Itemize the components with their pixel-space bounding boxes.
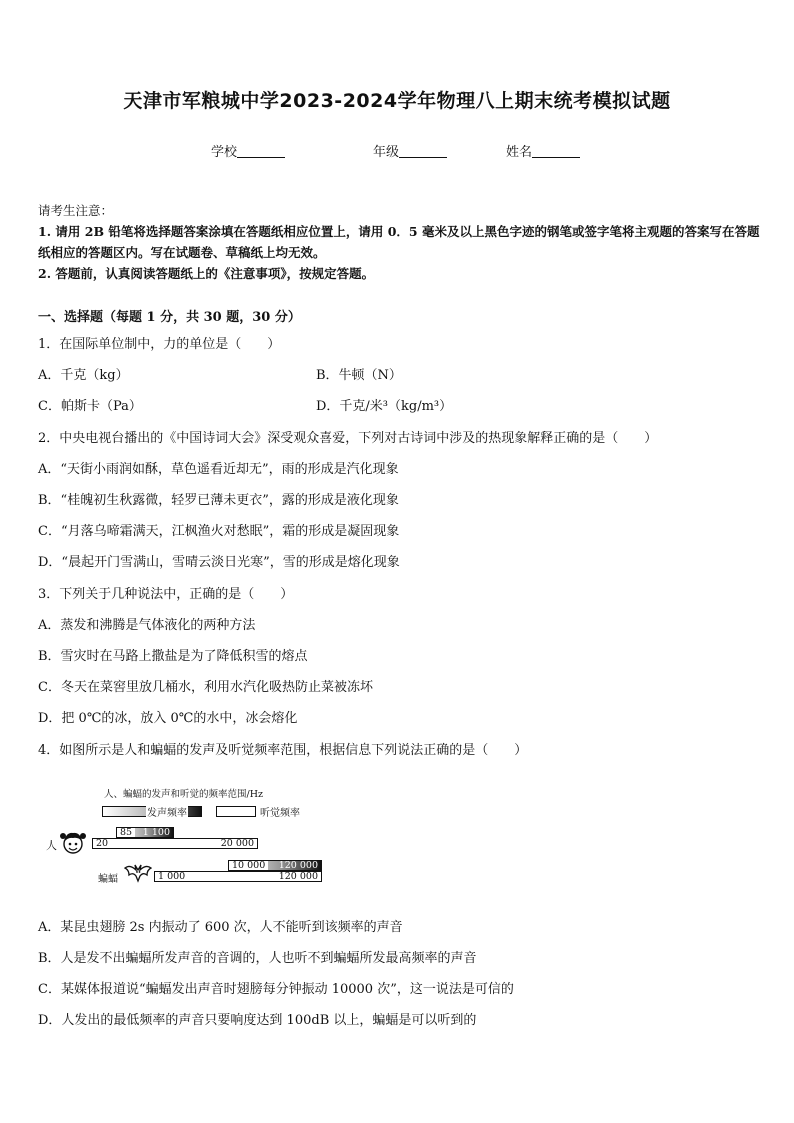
bat-label: 蝙蝠 [98,874,118,885]
human-emit-high: 1 100 [142,827,170,838]
bat-hear-bar [154,871,322,882]
notice-item-1-text: 1. 请用 2B 铅笔将选择题答案涂填在答题纸相应位置上，请用 0．5 毫米及以上黑色字迹的钢笔或签字笔将主观题的答案写在答题纸相应的答题区内。写在试题卷、草稿纸上均无效。 [38,224,760,260]
human-hear-bar [92,838,258,849]
grade-label: 年级 [373,145,400,160]
bat-hear-low: 1 000 [158,871,186,882]
school-label: 学校 [211,145,238,160]
bat-hear-high: 120 000 [278,871,318,882]
bat-emit-high: 120 000 [278,860,318,871]
q3-stem: 3．下列关于几种说法中，正确的是（ ） [38,587,294,602]
q3-option-b: B．雪灾时在马路上撒盐是为了降低积雪的熔点 [38,649,308,664]
human-hear-high: 20 000 [220,838,254,849]
bat-emit-bar [228,860,322,871]
name-label: 姓名 [506,145,533,160]
section-heading: 一、选择题（每题 1 分，共 30 题，30 分） [38,310,301,325]
bat-emit-low: 10 000 [229,861,268,870]
q4-option-d: D．人发出的最低频率的声音只要响度达到 100dB 以上，蝙蝠是可以听到的 [38,1013,477,1028]
q4-option-a: A．某昆虫翅膀 2s 内振动了 600 次，人不能听到该频率的声音 [38,920,403,935]
grade-field [373,141,447,160]
q3-option-d: D．把 0℃的冰，放入 0℃的水中，冰会熔化 [38,711,298,726]
school-field [211,141,285,160]
q2-option-d: D．“晨起开门雪满山，雪晴云淡日光寒”，雪的形成是熔化现象 [38,555,400,570]
q3-option-c: C．冬天在菜窖里放几桶水，利用水汽化吸热防止菜被冻坏 [38,680,373,695]
human-hear-low: 20 [96,838,109,849]
legend-emit-label: 发声频率 [146,804,188,819]
notice-heading: 请考生注意： [38,203,114,218]
name-field [506,141,580,160]
bat-icon [124,862,152,884]
q2-option-b: B．“桂魄初生秋露微，轻罗已薄未更衣”，露的形成是液化现象 [38,493,399,508]
q1-option-c: C．帕斯卡（Pa） [38,399,142,414]
q1-stem: 1．在国际单位制中，力的单位是（ ） [38,337,281,352]
q4-option-c: C．某媒体报道说“蝙蝠发出声音时翅膀每分钟振动 10000 次”，这一说法是可信的 [38,982,514,997]
human-icon [58,828,88,860]
notice-item-2-text: 2. 答题前，认真阅读答题纸上的《注意事项》，按规定答题。 [38,266,375,281]
exam-title: 天津市军粮城中学2023-2024学年物理八上期末统考模拟试题 [123,90,671,112]
q2-option-c: C．“月落乌啼霜满天，江枫渔火对愁眠”，霜的形成是凝固现象 [38,524,400,539]
q1-option-d: D．千克/米³（kg/m³） [316,399,453,414]
name-blank [532,143,580,158]
legend-hear-swatch [216,806,256,817]
legend-hear-label: 听觉频率 [260,808,300,819]
q1-option-b: B．牛顿（N） [316,368,402,383]
grade-blank [399,143,447,158]
figure-title: 人、蝙蝠的发声和听觉的频率范围/Hz [104,789,263,800]
human-emit-bar [116,827,174,838]
human-label: 人 [46,839,57,852]
notice-item-1 [38,221,760,263]
notice-item-2 [38,263,760,284]
q1-option-a: A．千克（kg） [38,368,129,383]
frequency-range-figure [44,782,344,892]
school-blank [237,143,285,158]
q4-option-b: B．人是发不出蝙蝠所发声音的音调的，人也听不到蝙蝠所发最高频率的声音 [38,951,477,966]
q2-option-a: A．“天街小雨润如酥，草色遥看近却无”，雨的形成是汽化现象 [38,462,399,477]
q4-stem: 4．如图所示是人和蝙蝠的发声及听觉频率范围，根据信息下列说法正确的是（ ） [38,743,528,758]
q3-option-a: A．蒸发和沸腾是气体液化的两种方法 [38,618,256,633]
q2-stem: 2．中央电视台播出的《中国诗词大会》深受观众喜爱，下列对古诗词中涉及的热现象解释正确的是（ ） [38,431,658,446]
human-emit-low: 85 [117,828,135,837]
